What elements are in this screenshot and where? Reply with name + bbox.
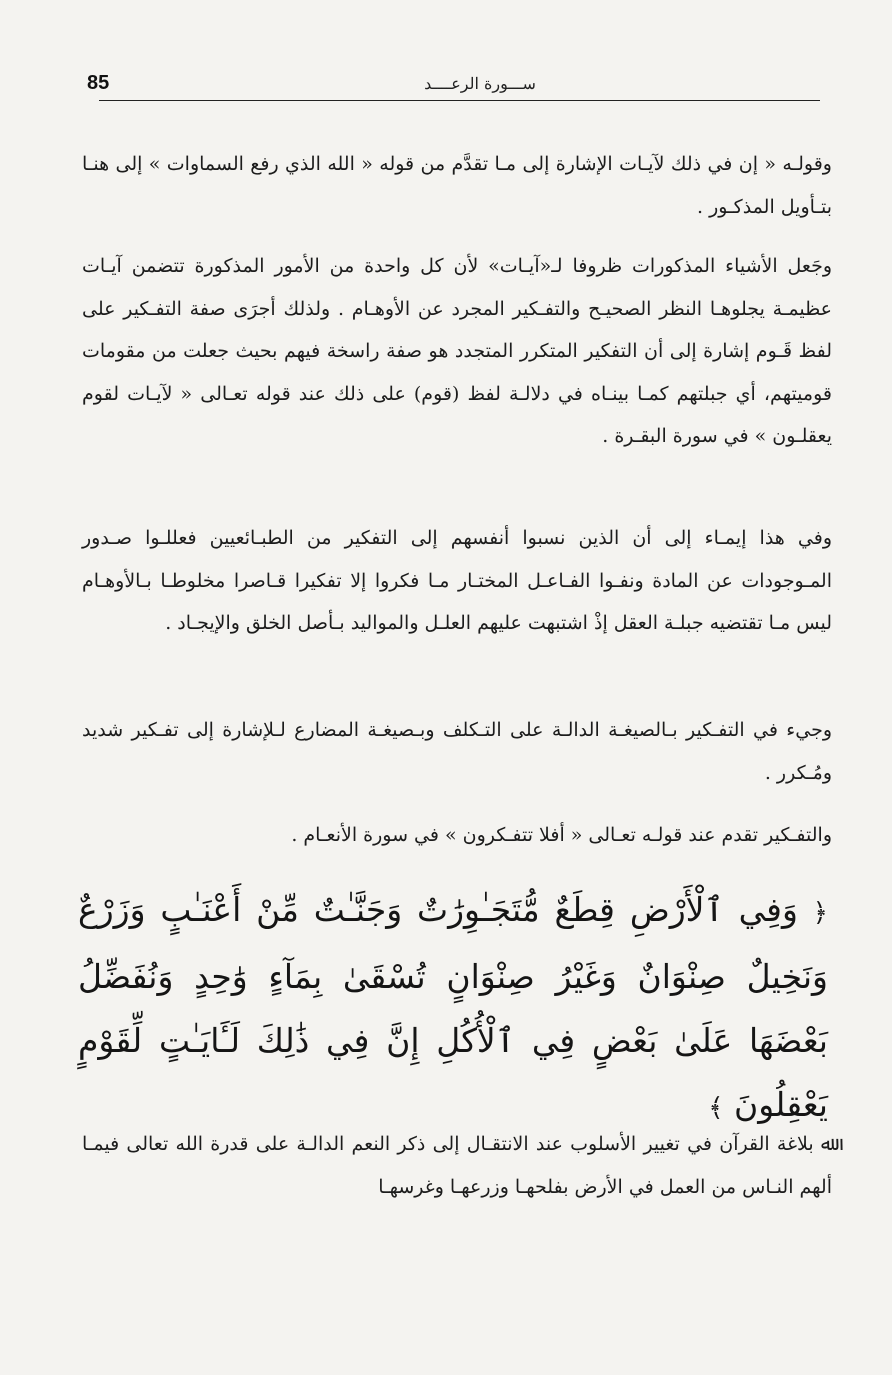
verse-text: وَفِي ٱلْأَرْضِ قِطَعٌ مُّتَجَـٰوِرَٰتٌ وَجَنَّـٰتٌ مِّنْ أَعْنَـٰبٍ وَزَرْعٌ وَنَخِيلٌ صِنْوَانٌ وَغَيْرُ صِنْوَانٍ تُسْقَىٰ بِمَآءٍ وَٰحِدٍ وَنُفَضِّلُ بَعْضَهَا عَلَىٰ بَعْضٍ فِي ٱلْأُكُلِ إِنَّ فِي ذَٰلِكَ لَـَٔايَـٰتٍ لِّقَوْمٍ يَعْقِلُونَ — [78, 890, 828, 1124]
paragraph: وجَعل الأشياء المذكورات ظروفا لـ«آيـات» لأن كل واحدة من الأمور المذكورة تتضمن آيـات عظيمـة يجلوهـا النظر الصحيـح والتفـكير المجرد عن الأوهـام . ولذلك أجرَى صفة التفـكير على لفظ قَـوم إشارة إلى أن التفكير المتكرر المتجدد هو صفة راسخة فيهم بحيث جعلت من مقومات قوميتهم، أي جبلتهم كمـا بينـاه في دلالـة لفظ (قوم) على ذلك عند قوله تعـالى « لآيـات لقوم يعقلـون » في سورة البقـرة . — [82, 255, 832, 447]
paragraph: وقولـه « إن في ذلك لآيـات الإشارة إلى مـا تقدَّم من قوله « الله الذي رفع السماوات » إلى هنـا بتـأويل المذكـور . — [82, 153, 832, 218]
page-number: 85 — [87, 72, 110, 94]
quran-verse — [78, 878, 828, 1140]
paragraph: وفي هذا إيمـاء إلى أن الذين نسبوا أنفسهم إلى التفكير من الطبـائعيين فعللـوا صـدور المـوجودات عن المادة ونفـوا الفـاعـل المختـار مـا فكروا إلا تفكيرا قـاصرا مخلوطـا بـالأوهـام ليس مـا تقتضيه جبلـة العقل إذْ اشتبهت عليهم العلـل والمواليد بـأصل الخلق والإيجـاد . — [82, 527, 832, 634]
running-title: ســـورة الرعــــد — [424, 74, 536, 93]
page-header — [85, 66, 820, 102]
paragraph: وجيء في التفـكير بـالصيغـة الدالـة على التـكلف وبـصيغـة المضارع لـلإشارة إلى تفـكير شديد ومُـكرر . — [82, 719, 832, 784]
verse-open-bracket: ﴿ — [812, 898, 828, 928]
paragraph: والتفـكير تقدم عند قولـه تعـالى « أفلا تتفـكرون » في سورة الأنعـام . — [291, 824, 832, 846]
paragraph: ﷲ بلاغة القرآن في تغيير الأسلوب عند الانتقـال إلى ذكر النعم الدالـة على قدرة الله تعالى فيمـا ألهم النـاس من العمل في الأرض بفلحهـا وزرعهـا وغرسهـا — [82, 1133, 832, 1198]
verse-close-bracket: ﴾ — [708, 1093, 724, 1123]
header-rule — [99, 100, 820, 101]
